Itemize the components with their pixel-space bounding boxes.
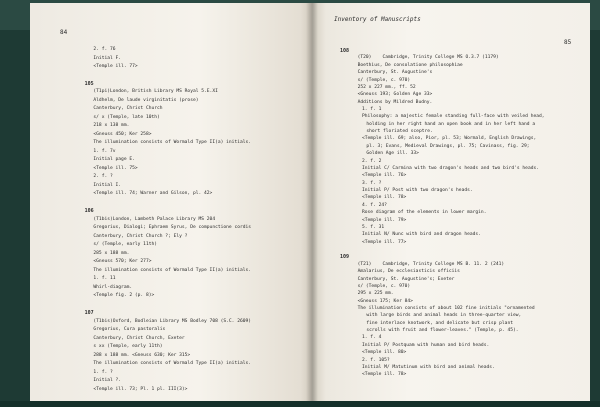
text-line: 288 x 188 mm. <Gneuss 630; Ker 315> <box>93 352 191 358</box>
text-line: Additions by Mildred Budny. <box>357 99 433 105</box>
text-line: 2. f. 76 <box>93 47 116 52</box>
running-head: Inventory of Manuscripts <box>334 16 421 23</box>
text-line: Initial P/ Post with two dragon's heads. <box>362 188 473 193</box>
text-line: pl. 3; Evans, Medieval Drawings, pl. 75; Cavinass, fig. 29; <box>366 143 530 149</box>
text-line: <Temple ill. 79> <box>362 217 407 223</box>
text-line: Rose diagram of the elements in lower margin. <box>362 210 487 216</box>
text-line: Initial P/ Postquam with human and bird heads. <box>362 342 490 348</box>
text-line: 3. f. ? <box>362 180 382 186</box>
text-line: Boethius, De consolatione philosophiae <box>357 62 463 68</box>
entry-number: 106 <box>84 208 94 215</box>
text-line: The illumination consists of Wormald Type II(a) initials. <box>93 361 252 366</box>
text-line: Canterbury, Christ Church ?; Ely ? <box>93 233 188 239</box>
text-line: The illumination consists of Wormald Type II(a) initials. <box>93 140 252 146</box>
text-line: Initial page E. <box>93 157 135 163</box>
text-line: Amalarius, De ecclesiasticis officiis <box>357 269 460 275</box>
book-gutter <box>306 3 318 403</box>
text-line: Canterbury, St. Augustine's; Exeter <box>357 276 455 282</box>
right-page <box>312 3 590 403</box>
text-line: (T20) Cambridge, Trinity College MS O.3.7 (1179) <box>357 55 499 61</box>
text-line: <Temple fig. 2 (p. 8)> <box>93 293 155 299</box>
text-line: 4. f. 24? <box>362 202 387 208</box>
text-line: 5. f. 31 <box>362 224 385 230</box>
text-line: s/ (Temple, early 11th) <box>93 242 158 248</box>
text-line: holding in her right hand an open book and in her left hand a <box>366 121 536 127</box>
text-line: 218 x 138 mm. <box>93 123 130 129</box>
text-line: <Temple ill. 73; Pl. 1 pl. III(3)> <box>93 386 188 392</box>
text-line: <Temple ill. 80> <box>362 350 407 356</box>
text-line: (T1pi)London, British Library MS Royal 5.E.XI <box>93 89 218 95</box>
text-line: fine interlace knotwork, and delicate but crisp plant <box>366 320 513 326</box>
text-line: scrolls with fruit and flower-leaves." (Temple, p. 45). <box>366 328 519 333</box>
text-line: <Temple ill. 77> <box>362 239 407 245</box>
entry-number: 107 <box>84 310 94 317</box>
text-line: <Gneuss 193; Golden Age 33> <box>357 92 433 98</box>
text-line: <Gneuss 570; Ker 277> <box>93 259 152 265</box>
entry-number: 109 <box>340 254 350 261</box>
text-line: 1. f. 1 <box>362 107 382 112</box>
text-line: Initial F. <box>93 55 122 61</box>
left-page-number: 84 <box>60 29 68 36</box>
text-line: Whirl-diagram. <box>93 284 133 290</box>
text-line: short floriated sceptre. <box>366 129 433 135</box>
text-line: 2. f. 2 <box>362 158 382 164</box>
text-line: 285 x 188 mm. <box>93 250 130 256</box>
open-book <box>30 3 590 403</box>
text-line: s/ x (Temple, late 10th) <box>93 114 160 120</box>
text-line: <Gneuss 450; Ker 258> <box>93 131 152 137</box>
text-line: 1. f. 4 <box>362 335 382 341</box>
text-line: s/ (Temple, c. 970) <box>357 283 411 289</box>
text-line: Canterbury, Christ Church <box>93 106 163 112</box>
text-line: The illumination consists of Wormald Type II(a) initials. <box>93 267 252 273</box>
text-line: Canterbury, Christ Church, Exeter <box>93 335 185 341</box>
text-line: 2. f. 105? <box>362 357 390 363</box>
text-line: Gregorius, Cura pastoralis <box>93 327 166 333</box>
left-page <box>30 3 312 403</box>
text-line: (T1bis)Oxford, Bodleian Library MS Bodley 708 (S.C. 2609) <box>93 318 252 324</box>
text-line: Initial M/ Matutinum with bird and animal heads. <box>362 364 495 370</box>
text-line: <Gneuss 175; Ker 84> <box>357 298 413 304</box>
text-line: Initial ?. <box>93 378 122 383</box>
text-line: 1. f. 11 <box>93 276 116 282</box>
entry-number: 105 <box>84 81 94 87</box>
text-line: <Temple ill. 75> <box>93 165 138 171</box>
text-line: 2. f. ? <box>93 174 113 180</box>
text-line: 252 x 227 mm., ff. 52 <box>357 84 416 90</box>
text-line: (T1bis)London, Lambeth Palace Library MS 204 <box>93 216 216 222</box>
text-line: <Temple ill. 78> <box>362 372 407 378</box>
text-line: <Temple ill. 69; also, Pior, pl. 53; Wormald, English Drawings, <box>362 136 537 142</box>
text-line: Gregorius, Dialogi; Ephraem Syrus, De compunctione cordis <box>93 225 252 231</box>
entry-number: 108 <box>340 48 350 54</box>
text-line: Aldhelm, De laude virginitatis (prose) <box>93 97 199 103</box>
text-line: <Temple ill. 77> <box>93 64 138 69</box>
text-line: 1. f. ? <box>93 369 113 375</box>
text-line: <Temple ill. 78> <box>362 195 407 201</box>
table-edge <box>0 401 600 407</box>
text-line: Initial C/ Carmina with two dragon's heads and two bird's heads. <box>362 165 540 171</box>
text-line: (T21) Cambridge, Trinity College MS B. 11. 2 (241) <box>357 261 505 267</box>
text-line: s/ (Temple, c. 970) <box>357 77 411 83</box>
text-line: <Temple ill. 74; Warner and Gilson, pl. 42> <box>93 191 213 197</box>
text-line: Initial N/ Nunc with bird and dragon heads. <box>362 232 481 238</box>
text-line: with large birds and animal heads in three-quarter view, <box>366 313 522 319</box>
right-page-number: 85 <box>564 39 572 46</box>
text-line: 295 x 225 mm. <box>357 291 394 297</box>
text-line: <Temple ill. 76> <box>362 173 407 179</box>
text-line: Golden Age ill. 33> <box>366 151 419 157</box>
text-line: Philosophy: a majestic female standing full-face with veiled head, <box>362 114 545 120</box>
text-line: 1. f. 7v <box>93 148 116 154</box>
text-line: Canterbury, St. Augustine's <box>357 70 433 76</box>
text-line: Initial I. <box>93 182 122 188</box>
text-line: s xx (Temple, early 11th) <box>93 344 163 350</box>
text-line: The illumination consists of about 102 fine initials "ornamented <box>357 305 535 311</box>
